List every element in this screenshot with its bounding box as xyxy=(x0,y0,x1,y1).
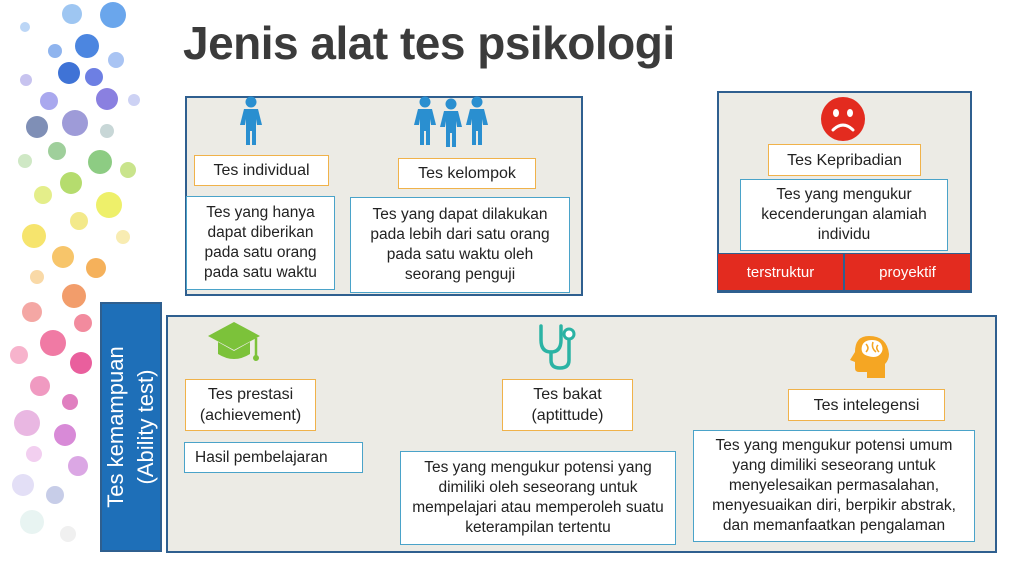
page-title: Jenis alat tes psikologi xyxy=(183,17,675,69)
aptitude-test-desc: Tes yang mengukur potensi yang dimiliki oleh seseorang untuk mempelajari atau memperoleh suatu keterampilan tertentu xyxy=(400,451,676,545)
ability-side-line1: Tes kemampuan xyxy=(103,346,128,508)
personality-test-label: Tes Kepribadian xyxy=(768,144,921,176)
intelligence-test-label: Tes intelegensi xyxy=(788,389,945,421)
achievement-test-desc: Hasil pembelajaran xyxy=(184,442,363,473)
person-icon xyxy=(237,96,265,150)
individual-test-desc: Tes yang hanya dapat diberikan pada satu orang pada satu waktu xyxy=(186,196,335,290)
graduation-cap-icon xyxy=(206,318,262,368)
structured-type: terstruktur xyxy=(717,253,844,291)
ability-test-side-label xyxy=(100,302,162,552)
group-test-label: Tes kelompok xyxy=(398,158,536,189)
intelligence-test-desc: Tes yang mengukur potensi umum yang dimiliki seseorang untuk menyelesaikan permasalahan, menyesuaikan diri, berpikir abstrak, dan memanfaatkan pengalaman xyxy=(693,430,975,542)
stethoscope-icon xyxy=(535,322,577,372)
group-icon xyxy=(413,96,489,150)
projective-type: proyektif xyxy=(844,253,971,291)
ability-side-line2: (Ability test) xyxy=(133,369,158,485)
personality-test-desc: Tes yang mengukur kecenderungan alamiah individu xyxy=(740,179,948,251)
individual-test-label: Tes individual xyxy=(194,155,329,186)
group-test-desc: Tes yang dapat dilakukan pada lebih dari satu orang pada satu waktu oleh seorang penguji xyxy=(350,197,570,293)
sad-face-icon xyxy=(820,96,866,142)
aptitude-test-label: Tes bakat (aptittude) xyxy=(502,379,633,431)
brain-head-icon xyxy=(849,334,893,380)
achievement-test-label: Tes prestasi (achievement) xyxy=(185,379,316,431)
